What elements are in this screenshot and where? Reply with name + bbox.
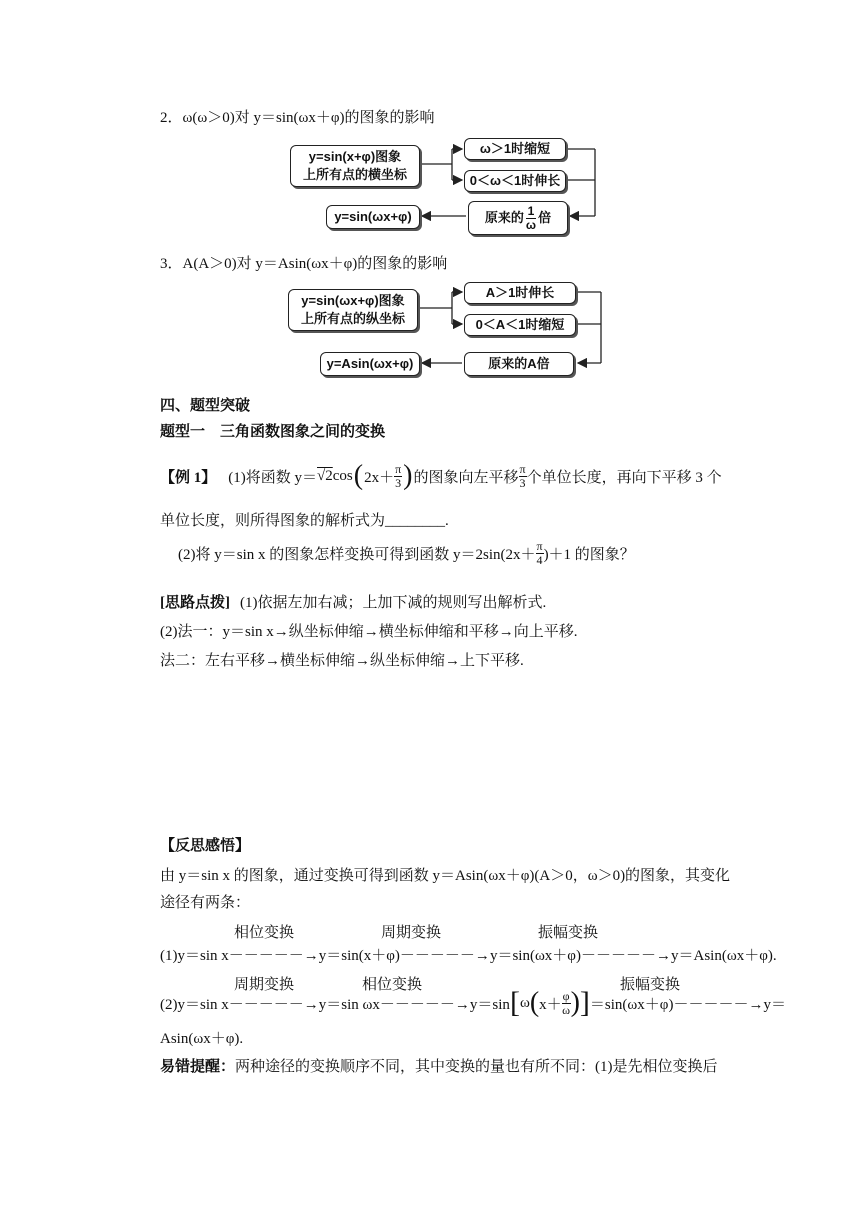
example-1-part-2: (2)将 y＝sin x 的图象怎样变换可得到函数 y＝2sin(2x＋ $\frac{\pi}{4}$ )＋1 的图象？: [178, 539, 635, 567]
path-2-period-label: 周期变换: [234, 977, 295, 993]
example-1-line-1: 【例 1】 (1)将函数 y＝ √2 cos ( 2x＋ $\frac{\pi}{3}$ ) 的图象向左平移 $\frac{\pi}{3}$ 个单位长度，再向下平移 3 个: [160, 460, 722, 491]
path-1-phase-label: 相位变换: [234, 925, 295, 941]
path-1-chain: (1)y＝sin x－－－－－→y＝sin(x＋φ)－－－－－→y＝sin(ωx＋φ)－－－－－→y＝Asin(ωx＋φ).: [160, 948, 777, 964]
diagram-1-result-box: y=sin(ωx+φ): [326, 205, 420, 229]
path-1-amp-label: 振幅变换: [538, 925, 599, 941]
heading-4: 四、题型突破: [160, 398, 251, 414]
hint-line-3: 法二：左右平移→横坐标伸缩→纵坐标伸缩→上下平移.: [160, 653, 524, 669]
path-2-line-2: Asin(ωx＋φ).: [160, 1031, 244, 1047]
hint-line-2: (2)法一：y＝sin x→纵坐标伸缩→横坐标伸缩和平移→向上平移.: [160, 624, 578, 640]
diagram-1-source-box: y=sin(x+φ)图象 上所有点的横坐标: [290, 145, 420, 187]
diagram-2-source-box: y=sin(ωx+φ)图象 上所有点的纵坐标: [288, 289, 418, 331]
path-1-period-label: 周期变换: [381, 925, 442, 941]
type-1-heading: 题型一 三角函数图象之间的变换: [160, 424, 386, 440]
diagram-1-factor-box: 原来的 $\frac{1}{\omega}$ 倍: [468, 201, 568, 235]
section-2-title: 2．ω(ω＞0)对 y＝sin(ωx＋φ)的图象的影响: [160, 110, 435, 126]
reflection-line-2: 途径有两条：: [160, 895, 251, 911]
path-2-amp-label: 振幅变换: [620, 977, 681, 993]
diagram-1-case-b: 0＜ω＜1时伸长: [464, 170, 566, 192]
diagram-1-connectors: [0, 0, 860, 380]
diagram-1-case-a: ω＞1时缩短: [464, 138, 566, 160]
warning-line: 易错提醒：两种途径的变换顺序不同，其中变换的量也有所不同：(1)是先相位变换后: [160, 1059, 718, 1075]
path-2-chain: (2)y＝sin x －－－－－→ y＝sin ωx －－－－－→ y＝sin [ ω ( x＋ $\frac{\varphi}{\omega}$ ) ] ＝sin(ωx＋φ) －－－－－→ y＝: [160, 986, 786, 1019]
reflection-line-1: 由 y＝sin x 的图象，通过变换可得到函数 y＝Asin(ωx＋φ)(A＞0，ω＞0)的图象，其变化: [160, 868, 731, 884]
diagram-2-factor-box: 原来的A倍: [464, 352, 574, 376]
path-2-phase-label: 相位变换: [362, 977, 423, 993]
diagram-2-result-box: y=Asin(ωx+φ): [320, 352, 420, 376]
example-1-line-2: 单位长度，则所得图象的解析式为________.: [160, 513, 449, 529]
hint-line-1: [思路点拨] (1)依据左加右减；上加下减的规则写出解析式.: [160, 595, 547, 611]
diagram-2-case-a: A＞1时伸长: [464, 282, 576, 304]
diagram-2-case-b: 0＜A＜1时缩短: [464, 314, 576, 336]
reflection-label: 【反思感悟】: [160, 838, 251, 854]
section-3-title: 3．A(A＞0)对 y＝Asin(ωx＋φ)的图象的影响: [160, 256, 448, 272]
